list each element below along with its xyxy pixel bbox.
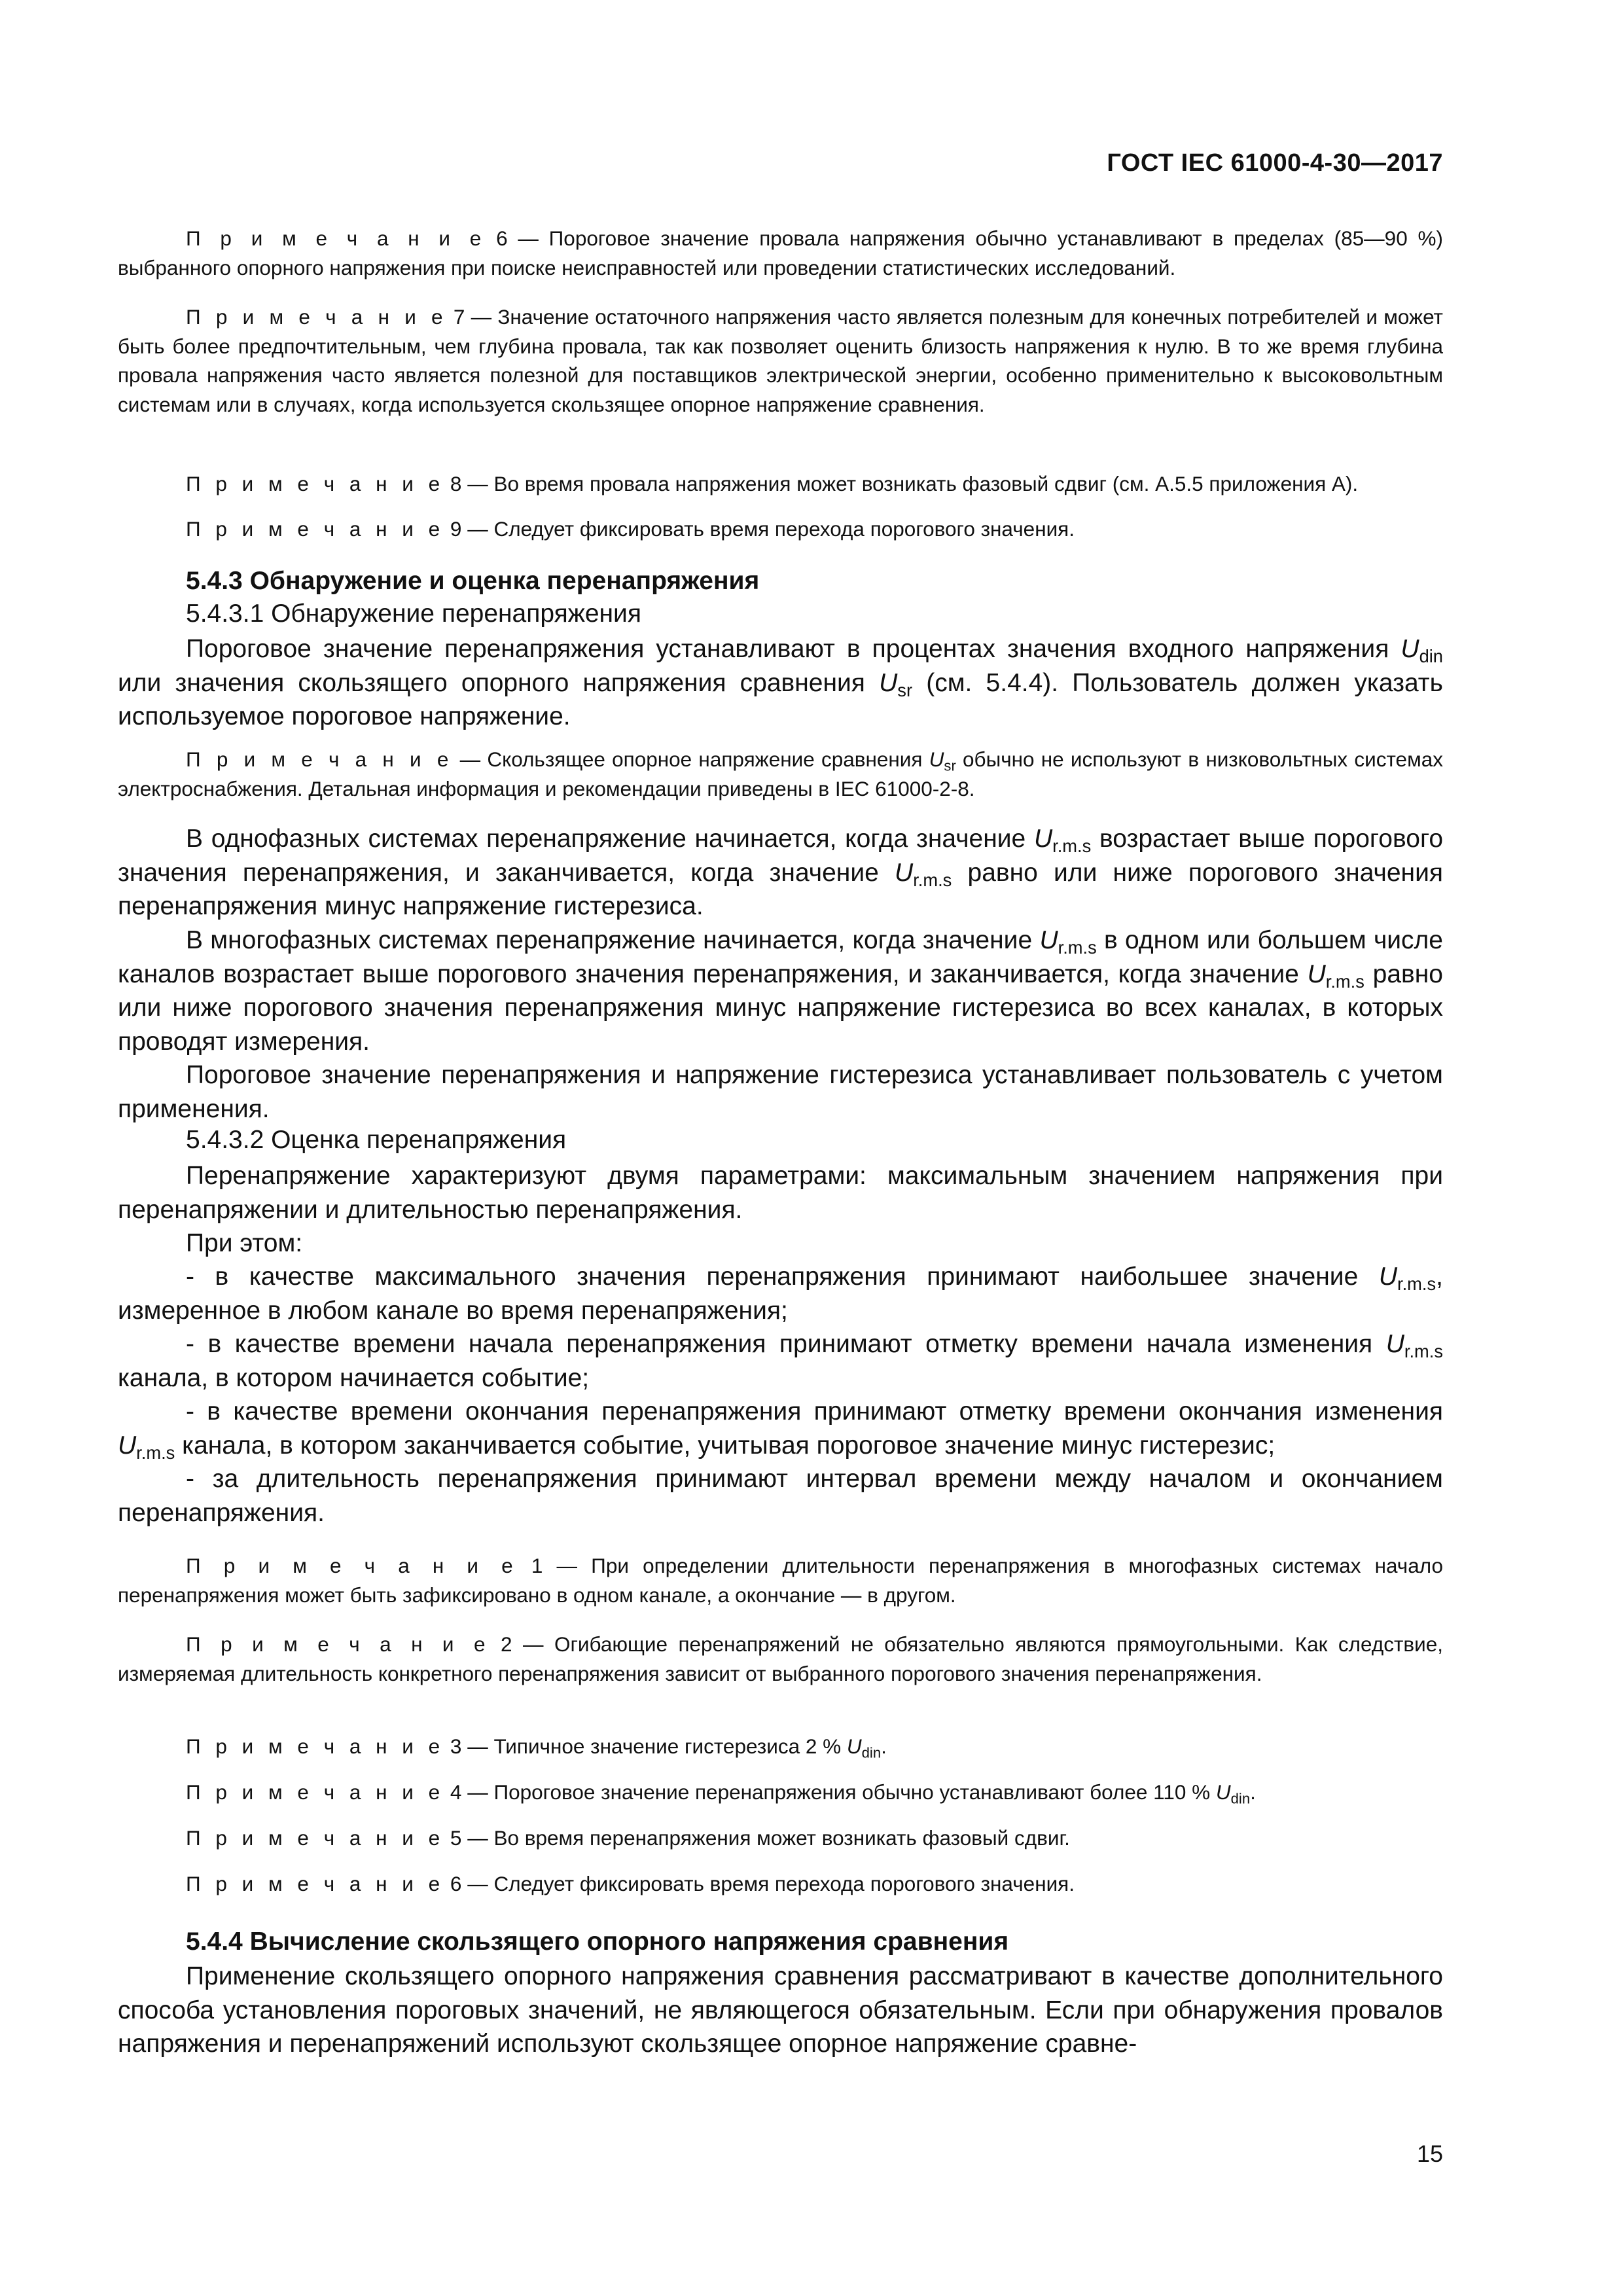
paragraph-sliding-reference: Применение скользящего опорного напряжения сравнения рассматривают в качестве дополнительного способа установления пороговых значений, не являющегося обязательным. Если при обнаружения провалов напряжения и перенапряжений используют скользящее опорное напряжение сравне- (118, 1962, 1443, 2058)
note-overvoltage-2: П р и м е ч а н и е 2 — Огибающие перенапряжений не обязательно являются прямоугольными. Как следствие, измеряемая длительность конкретного перенапряжения зависит от выбранного порогового значения перенапряжения. (118, 1632, 1443, 1685)
list-item-start-time: - в качестве времени начала перенапряжения принимают отметку времени начала изменения $U_{r.m.s}$ канала, в котором начинается событие; (118, 1330, 1443, 1392)
document-header: ГОСТ IEC 61000-4-30—2017 (1107, 149, 1443, 177)
note-8: П р и м е ч а н и е 8 — Во время провала напряжения может возникать фазовый сдвиг (см. А.5.5 приложения А). (186, 472, 1359, 495)
paragraph-characterization: Перенапряжение характеризуют двумя параметрами: максимальным значением напряжения при перенапряжении и длительностью перенапряжения. (118, 1162, 1443, 1224)
section-heading-5-4-3: 5.4.3 Обнаружение и оценка перенапряжения (186, 567, 760, 595)
section-heading-5-4-4: 5.4.4 Вычисление скользящего опорного напряжения сравнения (186, 1928, 1009, 1956)
subsection-heading-5-4-3-2: 5.4.3.2 Оценка перенапряжения (186, 1126, 567, 1154)
note-sliding-reference: П р и м е ч а н и е — Скользящее опорное напряжение сравнения $U_{sr}$ обычно не используют в низковольтных системах электроснабжения. Детальная информация и рекомендации приведены в IEC 61000-2-8. (118, 747, 1443, 800)
paragraph-user-settings: Пороговое значение перенапряжения и напряжение гистерезиса устанавливает пользователь с учетом применения. (118, 1061, 1443, 1123)
list-item-end-time: - в качестве времени окончания перенапряжения принимают отметку времени окончания изменения $U_{r.m.s}$ канала, в котором заканчивается событие, учитывая пороговое значение минус гистерезис; (118, 1397, 1443, 1463)
note-overvoltage-1: П р и м е ч а н и е 1 — При определении длительности перенапряжения в многофазных системах начало перенапряжения может быть зафиксировано в одном канале, а окончание — в другом. (118, 1554, 1443, 1607)
note-overvoltage-5: П р и м е ч а н и е 5 — Во время перенапряжения может возникать фазовый сдвиг. (186, 1826, 1070, 1850)
note-overvoltage-6: П р и м е ч а н и е 6 — Следует фиксировать время перехода порогового значения. (186, 1872, 1075, 1895)
paragraph-intro-list: При этом: (186, 1229, 303, 1257)
paragraph-single-phase: В однофазных системах перенапряжение начинается, когда значение $U_{r.m.s}$ возрастает выше порогового значения перенапряжения, и заканчивается, когда значение $U_{r.m.s}$ равно или ниже порогового значения перенапряжения минус напряжение гистерезиса. (118, 825, 1444, 920)
list-item-max-value: - в качестве максимального значения перенапряжения принимают наибольшее значение $U_{r.m.s}$, измеренное в любом канале во время перенапряжения; (118, 1263, 1443, 1325)
note-7: П р и м е ч а н и е 7 — Значение остаточного напряжения часто является полезным для конечных потребителей и может быть более предпочтительным, чем глубина провала, так как позволяет оценить близость напряжения к нулю. В то же время глубина провала напряжения часто является полезной для поставщиков электрической энергии, особенно применительно к высоковольтным системам или в случаях, когда используется скользящее опорное напряжение сравнения. (118, 305, 1443, 416)
page-number: 15 (1416, 2140, 1443, 2167)
paragraph-polyphase: В многофазных системах перенапряжение начинается, когда значение $U_{r.m.s}$ в одном или большем числе каналов возрастает выше порогового значения перенапряжения, и заканчивается, когда значение $U_{r.m.s}$ равно или ниже порогового значения перенапряжения минус напряжение гистерезиса во всех каналах, в которых проводят измерения. (118, 926, 1443, 1056)
note-9: П р и м е ч а н и е 9 — Следует фиксировать время перехода порогового значения. (186, 517, 1075, 541)
list-item-duration: - за длительность перенапряжения принимают интервал времени между началом и окончанием перенапряжения. (118, 1465, 1443, 1527)
paragraph-threshold: Пороговое значение перенапряжения устанавливают в процентах значения входного напряжения $U_{din}$ или значения скользящего опорного напряжения сравнения $U_{sr}$ (см. 5.4.4). Пользователь должен указать используемое пороговое напряжение. (118, 635, 1443, 730)
subsection-heading-5-4-3-1: 5.4.3.1 Обнаружение перенапряжения (186, 600, 641, 628)
note-overvoltage-4: П р и м е ч а н и е 4 — Пороговое значение перенапряжения обычно устанавливают более 110 % $U_{din}$. (186, 1780, 1256, 1807)
note-overvoltage-3: П р и м е ч а н и е 3 — Типичное значение гистерезиса 2 % $U_{din}$. (186, 1734, 887, 1761)
note-6: П р и м е ч а н и е 6 — Пороговое значение провала напряжения обычно устанавливают в пределах (85—90 %) выбранного опорного напряжения при поиске неисправностей или проведении статистических исследований. (118, 226, 1443, 279)
